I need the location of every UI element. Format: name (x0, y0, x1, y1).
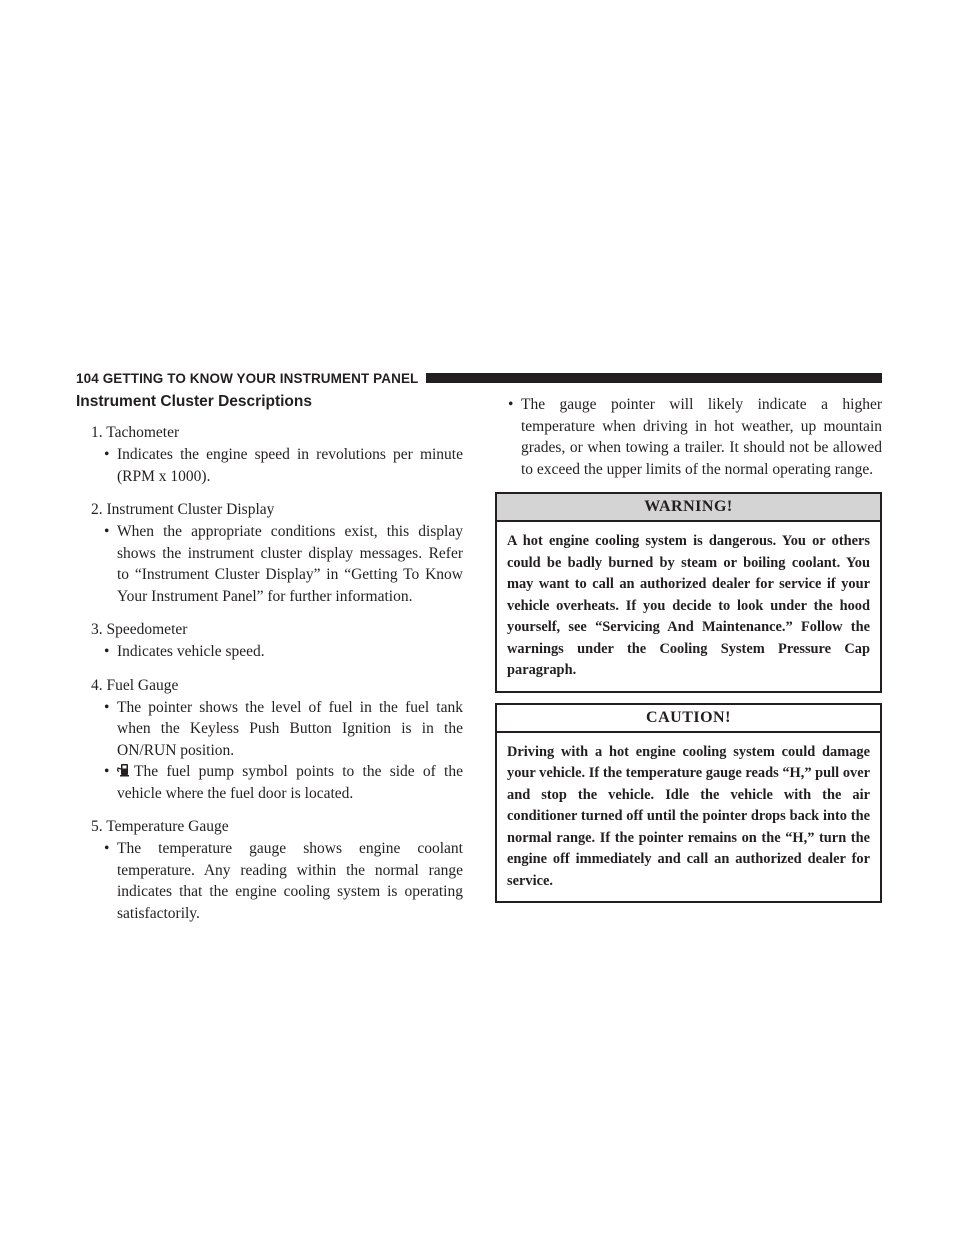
section-title: Instrument Cluster Descriptions (76, 393, 312, 410)
item-title: 4. Fuel Gauge (91, 676, 179, 694)
warning-box (495, 492, 882, 693)
item-title: 2. Instrument Cluster Display (91, 501, 275, 518)
bullet-text: The fuel pump symbol points to the side of the vehicle where the fuel door is located. (117, 763, 463, 802)
bullet-paragraph (91, 697, 463, 762)
page-header (76, 368, 882, 388)
header-rule (426, 373, 882, 383)
bullet-paragraph (91, 444, 463, 487)
fuel-pump-icon (117, 763, 131, 777)
bullet-paragraph (495, 394, 882, 480)
bullet-paragraph (91, 641, 463, 663)
list-item-cluster-display (76, 499, 463, 607)
bullet-text: The gauge pointer will likely indicate a higher temperature when driving in hot weather, up mountain grades, or when towing a trailer. It should not be allowed to exceed the upper limits of the normal operating range. (521, 396, 882, 478)
bullet-text: The pointer shows the level of fuel in the fuel tank when the Keyless Push Button Ignition is in the ON/RUN position. (117, 698, 463, 759)
caution-box (495, 703, 882, 904)
right-column (495, 394, 882, 913)
bullet-dot: • (508, 396, 514, 413)
page-header-text (76, 371, 426, 386)
bullet-text: Indicates the engine speed in revolutions per minute (RPM x 1000). (117, 446, 463, 485)
item-title: 1. Tachometer (91, 424, 180, 441)
page-number: 104 (76, 370, 99, 386)
item-title: 5. Temperature Gauge (91, 818, 229, 835)
caution-title: CAUTION! (497, 705, 880, 733)
bullet-text: Indicates vehicle speed. (117, 643, 265, 660)
bullet-dot: • (104, 643, 110, 660)
bullet-dot: • (104, 763, 110, 780)
left-column (76, 392, 463, 936)
item-title: 3. Speedometer (91, 621, 188, 638)
caution-text: Driving with a hot engine cooling system could damage your vehicle. If the temperature gauge reads “H,” pull over and stop the vehicle. Idle the vehicle with the air conditioner turned off until the pointer drops back into the normal range. If the pointer remains on the “H,” turn the engine off immediately and call an authorized dealer for service. (507, 743, 870, 889)
list-item-fuel-gauge (76, 675, 463, 805)
bullet-dot: • (104, 523, 110, 540)
bullet-text: The temperature gauge shows engine coolant temperature. Any reading within the normal range indicates that the engine cooling system is operating satisfactorily. (117, 840, 463, 922)
bullet-paragraph (91, 761, 463, 804)
list-item-tachometer (76, 422, 463, 487)
bullet-text: When the appropriate conditions exist, this display shows the instrument cluster display messages. Refer to “Instrument Cluster Display” in “Getting To Know Your Instrument Panel” for further information. (117, 523, 463, 605)
bullet-dot: • (104, 840, 110, 857)
bullet-dot: • (104, 698, 110, 716)
warning-title: WARNING! (497, 494, 880, 522)
bullet-dot: • (104, 446, 110, 463)
list-item-speedometer (76, 619, 463, 663)
bullet-paragraph (91, 838, 463, 924)
warning-text: A hot engine cooling system is dangerous. You or others could be badly burned by steam or boiling coolant. You may want to call an authorized dealer for service if your vehicle overheats. If you decide to look under the hood yourself, see “Servicing And Maintenance.” Follow the warnings under the Cooling System Pressure Cap paragraph. (507, 533, 870, 678)
chapter-title: GETTING TO KNOW YOUR INSTRUMENT PANEL (102, 370, 419, 386)
list-item-temperature-gauge (76, 816, 463, 924)
bullet-paragraph (91, 521, 463, 607)
